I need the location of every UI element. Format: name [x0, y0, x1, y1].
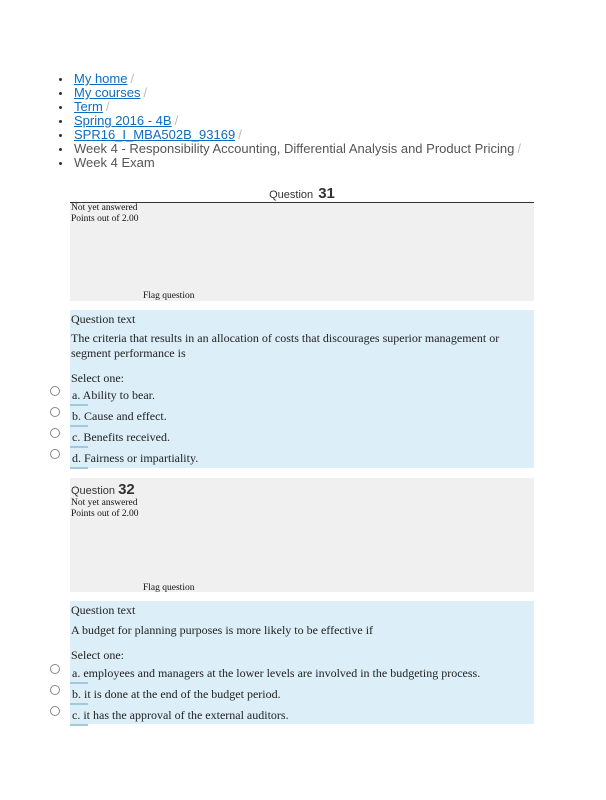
flag-question-link[interactable]: Flag question: [143, 291, 195, 301]
breadcrumb-item-week: [56, 142, 521, 156]
breadcrumb-item-course[interactable]: [56, 128, 521, 142]
question-status: Not yet answered: [71, 203, 138, 213]
question-text: The criteria that results in an allocation of costs that discourages superior management or segment performance is: [71, 331, 500, 360]
radio-button[interactable]: [50, 449, 60, 459]
answer-label[interactable]: d. Fairness or impartiality.: [72, 451, 199, 465]
breadcrumb-separator: /: [174, 113, 179, 128]
breadcrumb-item-home[interactable]: [56, 72, 521, 86]
question-32-info: [70, 478, 534, 592]
breadcrumb-separator: /: [130, 71, 135, 86]
breadcrumb-text: Week 4 Exam: [74, 155, 155, 170]
select-one-label: Select one:: [71, 371, 124, 385]
breadcrumb-link[interactable]: SPR16_I_MBA502B_93169: [74, 127, 236, 142]
answer-option-c[interactable]: [50, 706, 530, 724]
question-points: Points out of 2.00: [71, 509, 139, 519]
breadcrumb-separator: /: [238, 127, 242, 142]
flag-question-link[interactable]: Flag question: [143, 583, 195, 593]
question-points: Points out of 2.00: [71, 214, 139, 224]
question-31-header: [70, 185, 534, 202]
breadcrumb-link[interactable]: My courses: [74, 85, 141, 100]
question-number: 31: [318, 185, 335, 202]
breadcrumb-item-exam: [56, 156, 521, 170]
answer-option-a[interactable]: [50, 664, 530, 682]
breadcrumb-separator: /: [517, 141, 521, 156]
question-text-label: Question text: [71, 312, 136, 326]
select-one-label: Select one:: [71, 648, 124, 662]
breadcrumb-link[interactable]: My home: [74, 71, 128, 86]
question-text: A budget for planning purposes is more likely to be effective if: [71, 623, 374, 637]
answer-label[interactable]: b. Cause and effect.: [72, 409, 167, 423]
breadcrumb-separator: /: [143, 85, 148, 100]
option-underline: [70, 425, 88, 427]
answer-option-c[interactable]: [50, 428, 530, 446]
breadcrumb-item-term[interactable]: [56, 100, 521, 114]
breadcrumb-text: Week 4 - Responsibility Accounting, Differential Analysis and Product Pricing: [74, 141, 515, 156]
question-word: Question: [71, 485, 116, 497]
breadcrumb-separator: /: [105, 99, 110, 114]
answer-option-a[interactable]: [50, 386, 530, 404]
radio-button[interactable]: [50, 386, 60, 396]
breadcrumb-link[interactable]: Term: [74, 99, 103, 114]
question-31-content: [70, 310, 534, 468]
breadcrumb-link[interactable]: Spring 2016 - 4B: [74, 113, 172, 128]
answer-label[interactable]: c. it has the approval of the external auditors.: [72, 708, 289, 722]
info-panel: [70, 478, 141, 592]
radio-button[interactable]: [50, 407, 60, 417]
breadcrumb-item-semester[interactable]: [56, 114, 521, 128]
answer-option-d[interactable]: [50, 449, 530, 467]
answer-option-b[interactable]: [50, 685, 530, 703]
question-text-label: Question text: [71, 603, 136, 617]
question-status: Not yet answered: [71, 498, 138, 508]
option-underline: [70, 467, 88, 469]
radio-button[interactable]: [50, 685, 60, 695]
question-number: 32: [118, 481, 135, 498]
radio-button[interactable]: [50, 706, 60, 716]
question-32-header: [70, 478, 141, 498]
answer-label[interactable]: b. it is done at the end of the budget period.: [72, 687, 281, 701]
option-underline: [70, 404, 88, 406]
option-underline: [70, 446, 88, 448]
breadcrumb: [56, 72, 521, 170]
answer-label[interactable]: a. employees and managers at the lower levels are involved in the budgeting process.: [72, 666, 481, 680]
question-word: Question: [269, 189, 314, 201]
question-32-content: [70, 601, 534, 724]
answer-option-b[interactable]: [50, 407, 530, 425]
radio-button[interactable]: [50, 664, 60, 674]
option-underline: [70, 724, 88, 726]
radio-button[interactable]: [50, 428, 60, 438]
answer-label[interactable]: c. Benefits received.: [72, 430, 170, 444]
info-panel: [70, 203, 141, 301]
option-underline: [70, 703, 88, 705]
option-underline: [70, 682, 88, 684]
answer-label[interactable]: a. Ability to bear.: [72, 388, 155, 402]
breadcrumb-item-courses[interactable]: [56, 86, 521, 100]
question-31-info: [70, 202, 534, 301]
